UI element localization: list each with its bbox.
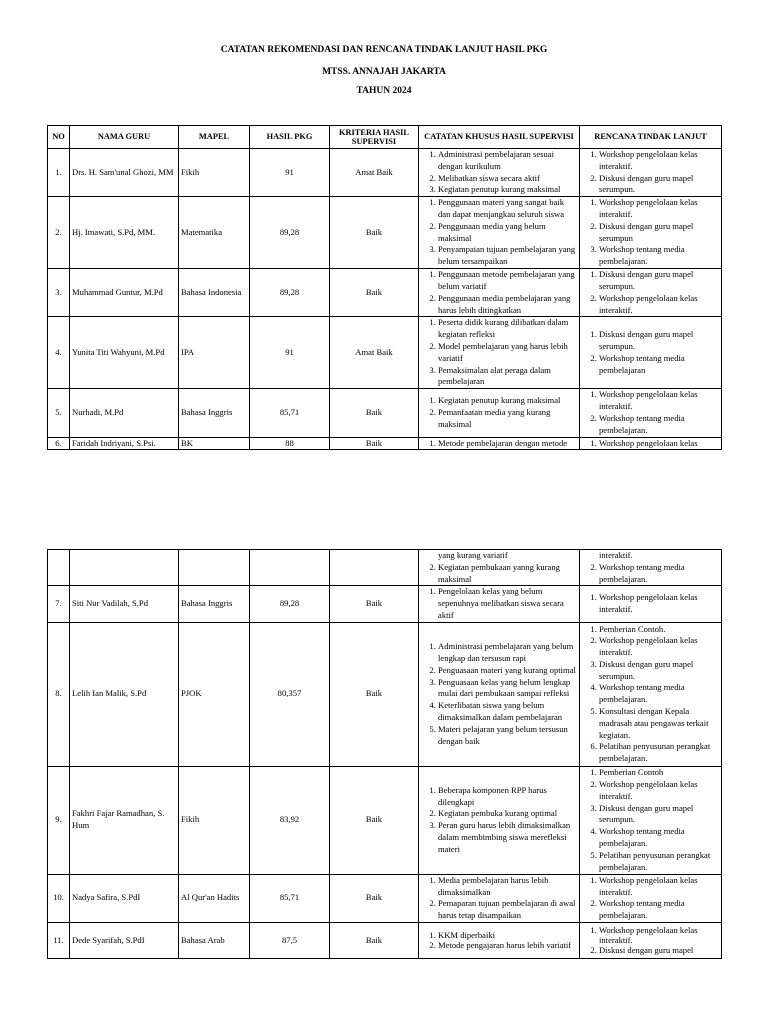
- list-item: 5. Pelatihan penyusunan perangkat pembelajaran.: [599, 850, 719, 874]
- supervision-notes: [419, 437, 580, 449]
- supervision-notes: [419, 269, 580, 317]
- column-header-mapel: MAPEL: [179, 126, 250, 149]
- subject: IPA: [179, 317, 250, 389]
- follow-up-plan: [580, 389, 722, 437]
- list-item: 1. Workshop pengelolaan kelas interaktif.: [599, 925, 719, 945]
- subject: Bahasa Inggris: [179, 586, 250, 622]
- row-number: 9.: [48, 766, 70, 874]
- list-item: 2. Workshop pengelolaan kelas interaktif.: [599, 779, 719, 803]
- list-item: 1. Beberapa komponen RPP harus dilengkapi: [438, 785, 577, 809]
- list-item: 1. Workshop pengelolaan kelas: [599, 438, 719, 448]
- supervision-notes: [419, 389, 580, 437]
- list-item: 2. Kegiatan pembuka kurang optimal: [438, 808, 577, 820]
- list-item: 4. Keterlibatan siswa yang belum dimaksimalkan dalam pembelajaran: [438, 700, 577, 724]
- list-item: 1. Diskusi dengan guru mapel serumpun.: [599, 269, 719, 293]
- follow-up-plan: [580, 149, 722, 197]
- list-item: 1. Workshop pengelolaan kelas interaktif.: [599, 875, 719, 899]
- list-item: 5. Konsultasi dengan Kepala madrasah atau pengawas terkait kegiatan.: [599, 706, 719, 741]
- list-item: 3. Penyampaian tujuan pembelajaran yang belum tersampaikan: [438, 244, 577, 268]
- table-row: [48, 317, 722, 389]
- pkg-score: 87,5: [250, 922, 330, 958]
- supervision-criteria: Baik: [330, 766, 419, 874]
- subject: Matematika: [179, 197, 250, 269]
- list-item: 1. Peserta didik kurang dilibatkan dalam kegiatan refleksi: [438, 317, 577, 341]
- row-number: 2.: [48, 197, 70, 269]
- supervision-criteria: Baik: [330, 622, 419, 766]
- supervision-criteria: Baik: [330, 437, 419, 449]
- list-item: 4. Workshop tentang media pembelajaran.: [599, 826, 719, 850]
- subject: Bahasa Indonesia: [179, 269, 250, 317]
- teacher-name: Fakhri Fajar Ramadhan, S. Hum: [70, 766, 179, 874]
- list-item: 2. Penguasaan materi yang kurang optimal: [438, 665, 577, 677]
- table-row: [48, 269, 722, 317]
- list-item: 2. Diskusi dengan guru mapel serumpun.: [599, 173, 719, 197]
- list-item: 3. Pemaksimalan alat peraga dalam pembelajaran: [438, 365, 577, 389]
- follow-up-plan: [580, 874, 722, 922]
- list-item: 6. Pelatihan penyusunan perangkat pembelajaran.: [599, 741, 719, 765]
- list-item: 1. Workshop pengelolaan kelas interaktif.: [599, 389, 719, 413]
- pkg-score: 88: [250, 437, 330, 449]
- pkg-score: 80,357: [250, 622, 330, 766]
- list-item: 2. Workshop tentang media pembelajaran.: [599, 413, 719, 437]
- supervision-criteria: Baik: [330, 389, 419, 437]
- teacher-name: Faridah Indriyani, S.Psi.: [70, 437, 179, 449]
- table-row: [48, 766, 722, 874]
- list-item: 2. Diskusi dengan guru mapel serumpun: [599, 221, 719, 245]
- subject: Al Qur'an Hadits: [179, 874, 250, 922]
- list-item: 4. Workshop tentang media pembelajaran.: [599, 682, 719, 706]
- follow-up-plan: [580, 317, 722, 389]
- list-item: 1. Penggunaan metode pembelajaran yang belum variatif: [438, 269, 577, 293]
- follow-up-plan: [580, 766, 722, 874]
- follow-up-plan: [580, 586, 722, 622]
- list-item: 3. Penguasaan kelas yang belum lengkap mulai dari pembukaan sampai refleksi: [438, 677, 577, 701]
- teacher-name: Nadya Safira, S.PdI: [70, 874, 179, 922]
- pkg-score: 91: [250, 317, 330, 389]
- supervision-criteria: Baik: [330, 197, 419, 269]
- subject: Fikih: [179, 149, 250, 197]
- subject: PJOK: [179, 622, 250, 766]
- column-header-no: NO: [48, 126, 70, 149]
- list-item: 2. Workshop tentang media pembelajaran.: [599, 562, 719, 586]
- teacher-name: Hj. Imawati, S.Pd, MM.: [70, 197, 179, 269]
- column-header-kriteria: KRITERIA HASIL SUPERVISI: [330, 126, 419, 149]
- supervision-notes: [419, 197, 580, 269]
- supervision-criteria: Amat Baik: [330, 149, 419, 197]
- follow-up-plan: [580, 437, 722, 449]
- list-item: 3. Peran guru harus lebih dimaksimalkan dalam membimbing siswa merefleksi materi: [438, 820, 577, 855]
- list-item: yang kurang variatif: [438, 550, 508, 560]
- supervision-notes: [419, 922, 580, 958]
- table-row: [48, 586, 722, 622]
- supervision-notes: [419, 317, 580, 389]
- teacher-name: Yunita Titi Wahyuni, M.Pd: [70, 317, 179, 389]
- table-row: [48, 437, 722, 449]
- table-body-page-1: [48, 149, 722, 450]
- pkg-score: 89,28: [250, 197, 330, 269]
- column-header-nama: NAMA GURU: [70, 126, 179, 149]
- list-item: 1. KKM diperbaiki: [438, 930, 577, 940]
- table-row-continued: [48, 550, 722, 586]
- teacher-name: Lelih Ian Malik, S.Pd: [70, 622, 179, 766]
- pkg-score: 91: [250, 149, 330, 197]
- pkg-score: 85,71: [250, 389, 330, 437]
- list-item: 1. Administrasi pembelajaran sesuai dengan kurikulum: [438, 149, 577, 173]
- row-number: 1.: [48, 149, 70, 197]
- rencana-cell-continued: [580, 550, 722, 586]
- supervision-notes: [419, 622, 580, 766]
- list-item: 2. Workshop pengelolaan kelas interaktif.: [599, 635, 719, 659]
- subject: BK: [179, 437, 250, 449]
- supervision-criteria: Baik: [330, 269, 419, 317]
- list-item: 2. Metode pengajaran harus lebih variatif: [438, 940, 577, 950]
- list-item: 1. Workshop pengelolaan kelas interaktif.: [599, 149, 719, 173]
- table-header-row: [48, 126, 722, 149]
- table-row: [48, 874, 722, 922]
- subject: Fikih: [179, 766, 250, 874]
- list-item: 2. Model pembelajaran yang harus lebih variatif: [438, 341, 577, 365]
- table-row: [48, 922, 722, 958]
- list-item: 2. Workshop tentang media pembelajaran.: [599, 898, 719, 922]
- row-number: 8.: [48, 622, 70, 766]
- supervision-notes: [419, 149, 580, 197]
- supervision-notes: [419, 586, 580, 622]
- column-header-hasil: HASIL PKG: [250, 126, 330, 149]
- row-number: 10.: [48, 874, 70, 922]
- supervision-criteria: Baik: [330, 586, 419, 622]
- document-title: CATATAN REKOMENDASI DAN RENCANA TINDAK LANJUT HASIL PKG: [220, 45, 548, 55]
- teacher-name: Nurhadi, M.Pd: [70, 389, 179, 437]
- teacher-name: Drs. H. Sam'unal Ghozi, MM: [70, 149, 179, 197]
- list-item: 2. Pemanfaatan media yang kurang maksimal: [438, 407, 577, 431]
- subject: Bahasa Inggris: [179, 389, 250, 437]
- list-item: 1. Penggunaan materi yang sangat baik dan dapat menjangkau seluruh siswa: [438, 197, 577, 221]
- list-item: 1. Pemberian Contoh.: [599, 624, 719, 636]
- teacher-name: Siti Nur Vadilah, S.Pd: [70, 586, 179, 622]
- row-number: 3.: [48, 269, 70, 317]
- list-item: 1. Workshop pengelolaan kelas interaktif.: [599, 592, 719, 616]
- list-item: 1. Pengelolaan kelas yang belum sepenuhnya melibatkan siswa secara aktif: [438, 586, 577, 621]
- list-item: 2. Penggunaan media yang belum maksimal: [438, 221, 577, 245]
- list-item: 2. Workshop tentang media pembelajaran: [599, 353, 719, 377]
- pkg-score: 83,92: [250, 766, 330, 874]
- list-item: 2. Penggunaan media pembelajaran yang harus lebih ditingkatkan: [438, 293, 577, 317]
- table-row: [48, 149, 722, 197]
- supervision-criteria: Amat Baik: [330, 317, 419, 389]
- subject: Bahasa Arab: [179, 922, 250, 958]
- supervision-criteria: Baik: [330, 922, 419, 958]
- follow-up-plan: [580, 622, 722, 766]
- pkg-score: 89,28: [250, 586, 330, 622]
- supervision-notes: [419, 874, 580, 922]
- document-year: TAHUN 2024: [356, 86, 412, 96]
- list-item: 1. Workshop pengelolaan kelas interaktif.: [599, 197, 719, 221]
- row-number: 6.: [48, 437, 70, 449]
- recommendation-table-page-1: [47, 125, 722, 450]
- follow-up-plan: [580, 922, 722, 958]
- list-item: 3. Kegiatan penutup kurang maksimal: [438, 184, 577, 196]
- school-name: MTSS. ANNAJAH JAKARTA: [322, 67, 446, 77]
- row-number: 4.: [48, 317, 70, 389]
- list-item: 2. Workshop pengelolaan kelas interaktif.: [599, 293, 719, 317]
- list-item: 1. Metode pembelajaran dengan metode: [438, 438, 577, 448]
- supervision-criteria: Baik: [330, 874, 419, 922]
- list-item: 3. Diskusi dengan guru mapel serumpun.: [599, 659, 719, 683]
- row-number: 5.: [48, 389, 70, 437]
- list-item: interaktif.: [599, 550, 633, 560]
- list-item: 3. Diskusi dengan guru mapel serumpun.: [599, 803, 719, 827]
- list-item: 1. Media pembelajaran harus lebih dimaksimalkan: [438, 875, 577, 899]
- list-item: 1. Kegiatan penutup kurang maksimal: [438, 395, 577, 407]
- supervision-notes: [419, 766, 580, 874]
- table-body-page-2: [48, 550, 722, 959]
- catatan-cell-continued: [419, 550, 580, 586]
- pkg-score: 85,71: [250, 874, 330, 922]
- teacher-name: Muhammad Guntur, M.Pd: [70, 269, 179, 317]
- recommendation-table-page-2: [47, 549, 722, 959]
- list-item: 5. Materi pelajaran yang belum tersusun dengan baik: [438, 724, 577, 748]
- teacher-name: Dede Syarifah, S.PdI: [70, 922, 179, 958]
- table-row: [48, 389, 722, 437]
- list-item: 2. Melibatkan siswa secara aktif: [438, 173, 577, 185]
- list-item: 2. Diskusi dengan guru mapel: [599, 945, 719, 955]
- row-number: 7.: [48, 586, 70, 622]
- table-row: [48, 197, 722, 269]
- list-item: 2. Kegiatan pembukaan yanng kurang maksimal: [438, 562, 577, 586]
- pkg-score: 89,28: [250, 269, 330, 317]
- list-item: 3. Workshop tentang media pembelajaran.: [599, 244, 719, 268]
- follow-up-plan: [580, 269, 722, 317]
- column-header-catatan: CATATAN KHUSUS HASIL SUPERVISI: [419, 126, 580, 149]
- list-item: 1. Pemberian Contoh: [599, 767, 719, 779]
- list-item: 1. Administrasi pembelajaran yang belum lengkap dan tersusun rapi: [438, 641, 577, 665]
- column-header-rencana: RENCANA TINDAK LANJUT: [580, 126, 722, 149]
- list-item: 2. Pemaparan tujuan pembelajaran di awal harus tetap disampaikan: [438, 898, 577, 922]
- table-row: [48, 622, 722, 766]
- row-number: 11.: [48, 922, 70, 958]
- list-item: 1. Diskusi dengan guru mapel serumpun.: [599, 329, 719, 353]
- follow-up-plan: [580, 197, 722, 269]
